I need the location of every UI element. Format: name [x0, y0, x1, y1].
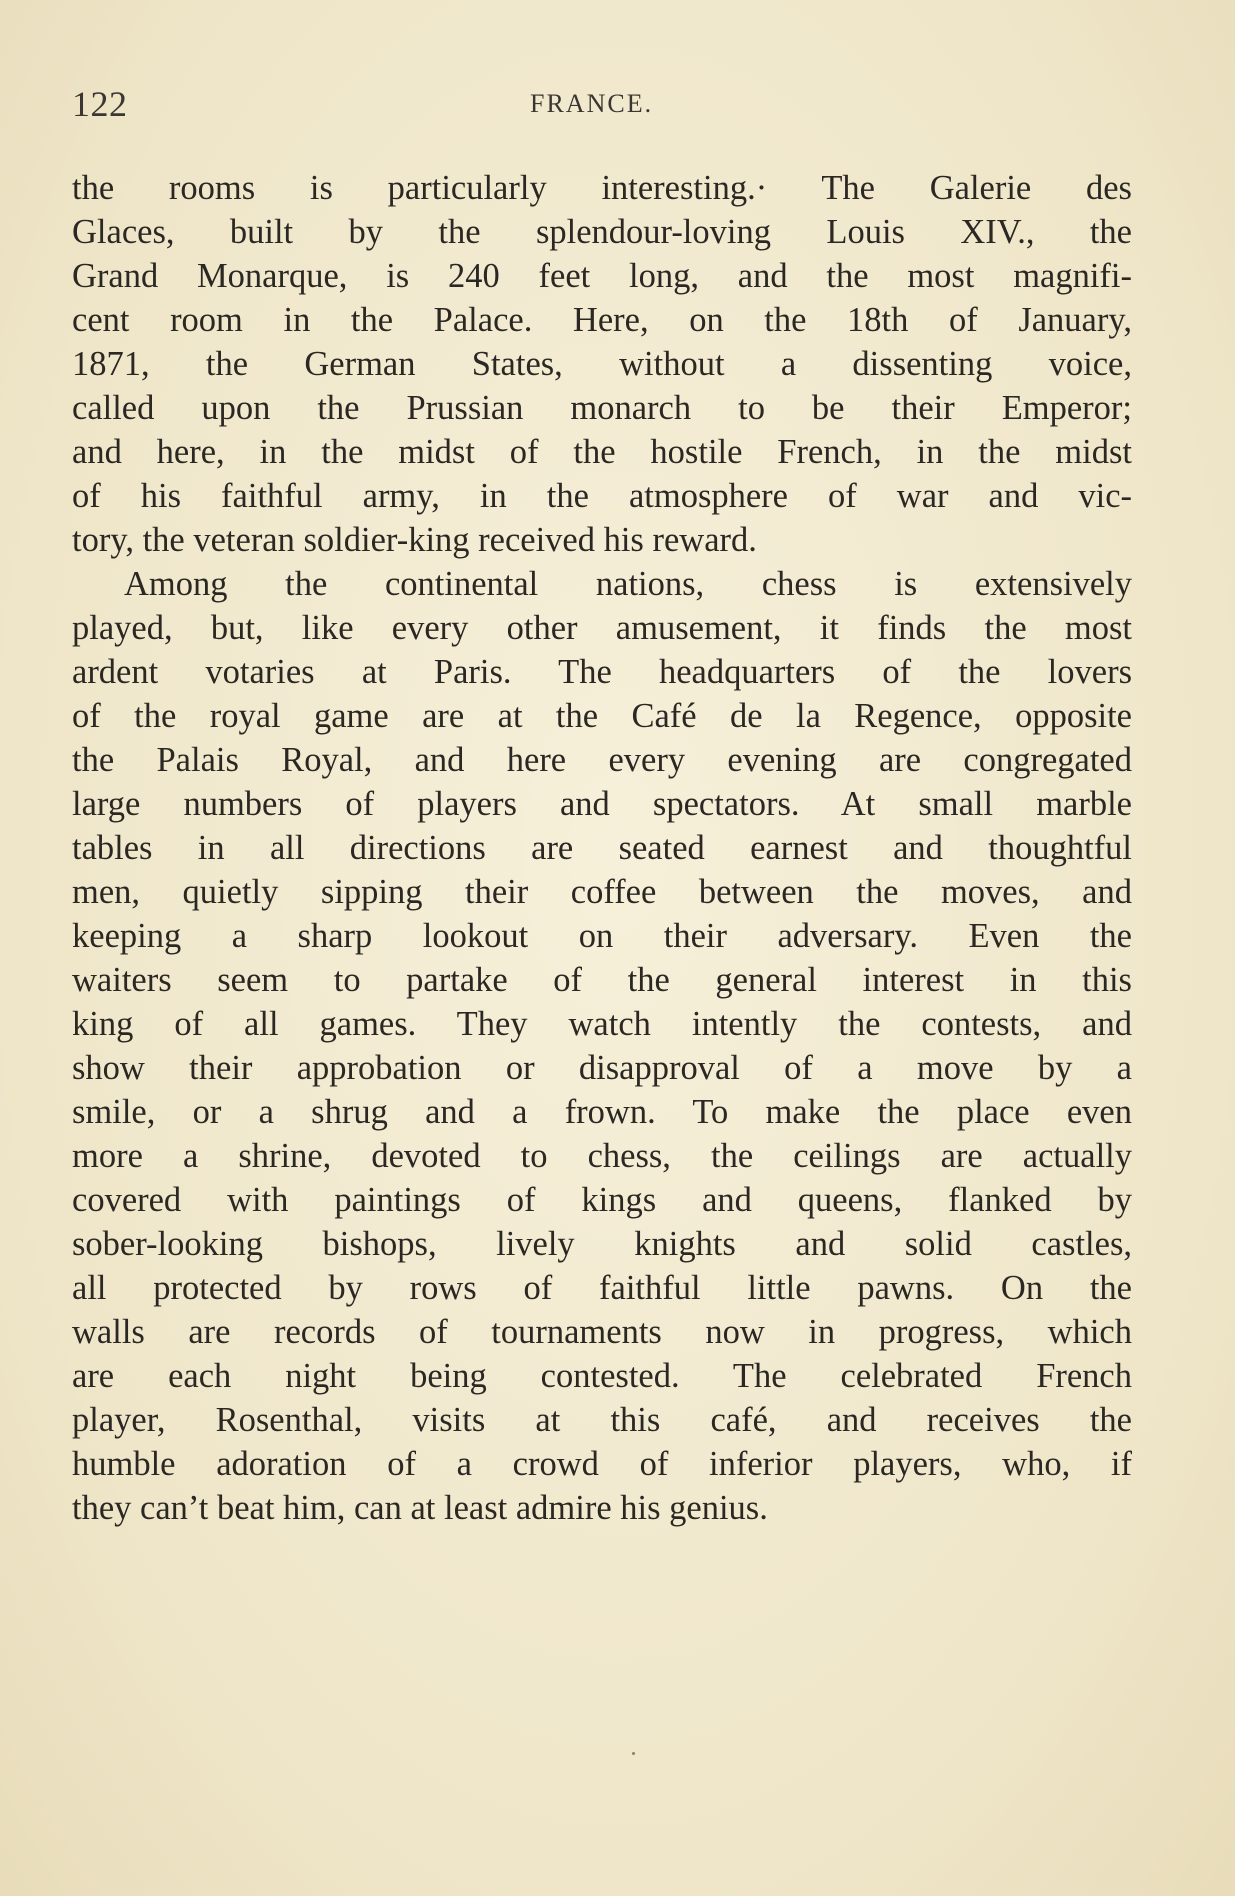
text-line: king of all games. They watch intently the contests, and — [72, 1005, 1132, 1043]
text-line: men, quietly sipping their coffee between the moves, and — [72, 873, 1132, 911]
body-text — [72, 166, 1132, 1530]
text-line: show their approbation or disapproval of a move by a — [72, 1049, 1132, 1087]
paragraph-2 — [72, 562, 1132, 1530]
paragraph-1 — [72, 166, 1132, 562]
text-line: tables in all directions are seated earnest and thoughtful — [72, 829, 1132, 867]
text-line: ardent votaries at Paris. The headquarters of the lovers — [72, 653, 1132, 691]
text-line: they can’t beat him, can at least admire his genius. — [72, 1489, 768, 1527]
text-line: large numbers of players and spectators. At small marble — [72, 785, 1132, 823]
text-line: Among the continental nations, chess is extensively — [124, 565, 1132, 603]
text-line: humble adoration of a crowd of inferior players, who, if — [72, 1445, 1132, 1483]
text-line: more a shrine, devoted to chess, the ceilings are actually — [72, 1137, 1132, 1175]
text-line: smile, or a shrug and a frown. To make the place even — [72, 1093, 1132, 1131]
text-line: 1871, the German States, without a dissenting voice, — [72, 345, 1132, 383]
text-line: keeping a sharp lookout on their adversary. Even the — [72, 917, 1132, 955]
text-line: called upon the Prussian monarch to be their Emperor; — [72, 389, 1132, 427]
text-line: cent room in the Palace. Here, on the 18th of January, — [72, 301, 1132, 339]
text-line: and here, in the midst of the hostile French, in the midst — [72, 433, 1132, 471]
text-line: tory, the veteran soldier-king received his reward. — [72, 521, 757, 559]
text-line: all protected by rows of faithful little pawns. On the — [72, 1269, 1132, 1307]
text-line: played, but, like every other amusement, it finds the most — [72, 609, 1132, 647]
page-header — [72, 84, 1132, 124]
text-line: waiters seem to partake of the general interest in this — [72, 961, 1132, 999]
text-line: Glaces, built by the splendour-loving Louis XIV., the — [72, 213, 1132, 251]
text-line: covered with paintings of kings and queens, flanked by — [72, 1181, 1132, 1219]
text-line: walls are records of tournaments now in progress, which — [72, 1313, 1132, 1351]
text-line: player, Rosenthal, visits at this café, and receives the — [72, 1401, 1132, 1439]
text-line: of the royal game are at the Café de la Regence, opposite — [72, 697, 1132, 735]
page-number: 122 — [72, 84, 128, 124]
running-title: FRANCE. — [530, 89, 654, 118]
text-line: sober-looking bishops, lively knights and solid castles, — [72, 1225, 1132, 1263]
text-line: the rooms is particularly interesting.· The Galerie des — [72, 169, 1132, 207]
text-line: the Palais Royal, and here every evening are congregated — [72, 741, 1132, 779]
text-line: Grand Monarque, is 240 feet long, and the most magnifi- — [72, 257, 1132, 295]
paper-speck — [632, 1752, 635, 1755]
text-line: of his faithful army, in the atmosphere of war and vic- — [72, 477, 1132, 515]
text-line: are each night being contested. The celebrated French — [72, 1357, 1132, 1395]
